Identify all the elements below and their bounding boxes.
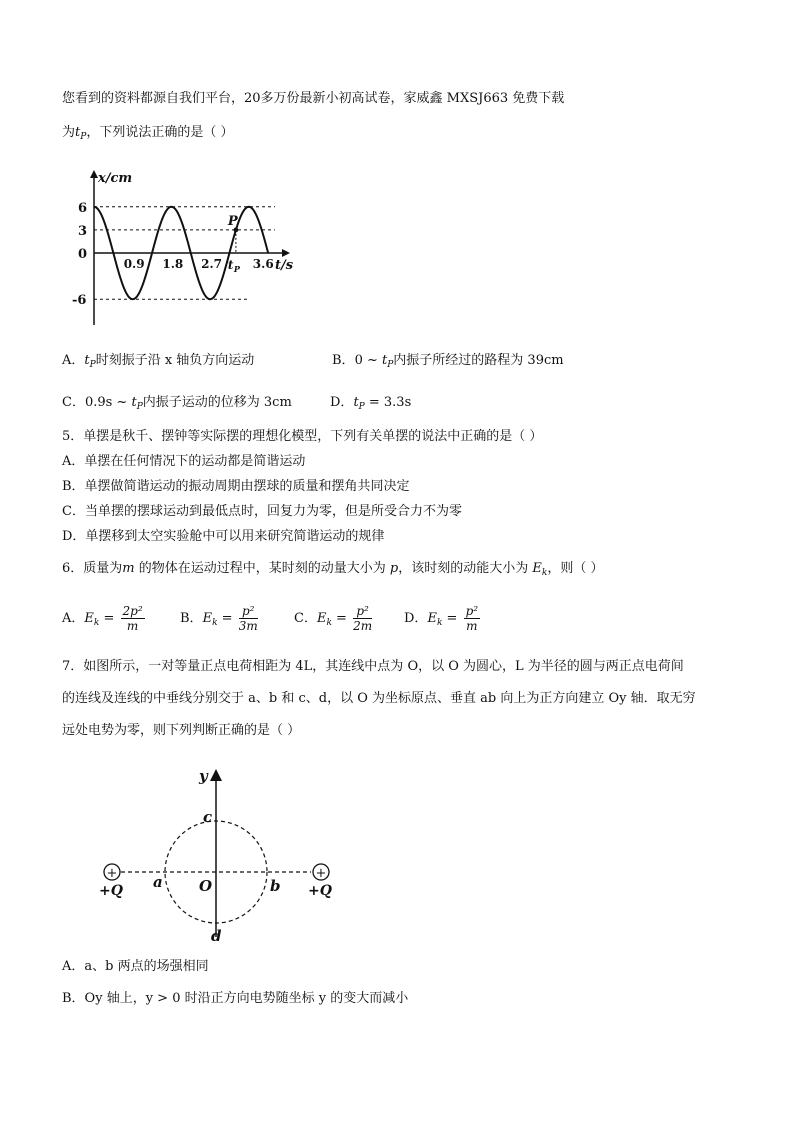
charge-right-plus: + <box>315 866 327 881</box>
q6-option-a-lhs-sub: k <box>93 618 100 628</box>
graph-y-tick-label: 6 <box>78 200 88 216</box>
q6-option-a-den: m <box>126 619 139 633</box>
q6-option-d-fraction <box>464 604 481 633</box>
oscillation-graph <box>60 160 310 335</box>
q6-option-d-label: D． <box>404 611 428 626</box>
q4-option-c-text: 内振子运动的位移为 3cm <box>142 395 292 410</box>
q6-option-c[interactable] <box>294 604 372 633</box>
q6-option-a-fraction <box>121 604 145 633</box>
q6-option-d-lhs: E <box>427 611 437 626</box>
q6-option-a-eq: = <box>99 611 119 626</box>
diagram-b-label: b <box>270 877 281 895</box>
graph-x-tick-label: 0.9 <box>123 257 145 271</box>
q6-option-c-eq: = <box>331 611 352 626</box>
q4-option-c-sub: P <box>136 402 143 412</box>
q7-stem-line-2: 的连线及连线的中垂线分别交于 a、b 和 c、d，以 O 为坐标原点、垂直 ab 向上为正方向建立 Oy 轴．取无穷 <box>62 691 696 706</box>
q5-option-d[interactable]: D．单摆移到太空实验舱中可以用来研究简谐运动的规律 <box>62 529 385 544</box>
q6-option-c-fraction <box>353 604 372 633</box>
q4-option-c-label: C． <box>62 395 85 410</box>
q6-option-d[interactable] <box>404 604 480 633</box>
q4-option-a-label: A． <box>62 353 85 368</box>
q4-option-d-sub: P <box>358 402 365 412</box>
q6-option-a-num: 2p² <box>122 604 143 618</box>
header-note: 您看到的资料都源自我们平台，20多万份最新小初高试卷，家威鑫 MXSJ663 免费下载 <box>62 91 565 106</box>
graph-x-tick-label: 2.7 <box>201 257 222 271</box>
q7-stem-line-3: 远处电势为零，则下列判断正确的是（ ） <box>62 723 301 738</box>
q6-var-ek-sub: k <box>541 568 548 578</box>
q4-option-a-sub: P <box>89 360 96 370</box>
q6-option-b-lhs: E <box>202 611 213 626</box>
q6-stem <box>62 560 603 582</box>
q6-option-c-label: C． <box>294 611 317 626</box>
q4-option-d[interactable] <box>330 394 411 416</box>
q6-option-a[interactable] <box>62 604 145 633</box>
q4-option-a-var: t <box>84 353 90 368</box>
q7-option-a[interactable]: A．a、b 两点的场强相同 <box>62 959 209 974</box>
q4-option-c-var: t <box>131 395 137 410</box>
graph-point-p-label: P <box>227 213 238 229</box>
q6-stem-c: ，该时刻的动能大小为 <box>398 561 529 576</box>
diagram-a-label: a <box>153 873 163 891</box>
q6-option-c-num: p² <box>353 604 372 619</box>
graph-x-axis-label: t/s <box>275 258 294 273</box>
q4-option-c[interactable] <box>62 394 292 416</box>
q4-tail-post: ，下列说法正确的是（ ） <box>86 125 234 140</box>
q6-option-d-eq: = <box>442 611 462 626</box>
charge-left-label: +Q <box>99 883 123 899</box>
graph-y-tick-label: 3 <box>78 223 88 239</box>
q6-option-b-fraction <box>239 604 258 633</box>
graph-x-arrow <box>282 249 290 257</box>
q5-option-c[interactable]: C．当单摆的摆球运动到最低点时，回复力为零，但是所受合力不为零 <box>62 504 462 519</box>
graph-x-tick-label: 3.6 <box>252 257 274 271</box>
q6-option-a-label: A． <box>62 611 85 626</box>
q6-var-m: m <box>122 561 135 576</box>
graph-y-tick-label: -6 <box>72 293 87 309</box>
q6-option-b-num: p² <box>239 604 258 619</box>
q6-option-b-label: B． <box>180 611 203 626</box>
q7-stem-line-1: 7．如图所示，一对等量正点电荷相距为 4L，其连线中点为 O，以 O 为圆心，L 为半径的圆与两正点电荷间 <box>62 659 684 674</box>
q6-stem-b: 的物体在运动过程中，某时刻的动量大小为 <box>134 561 386 576</box>
q4-option-d-var: t <box>353 395 359 410</box>
q4-tail-var: t <box>75 125 81 140</box>
q4-option-d-text: = 3.3s <box>364 395 412 410</box>
q6-option-b-lhs-sub: k <box>212 618 218 628</box>
q6-stem-d: ，则（ ） <box>547 561 604 576</box>
q6-stem-a: 6．质量为 <box>62 561 123 576</box>
graph-x-tick-label: 1.8 <box>162 257 184 271</box>
q4-option-a-text: 时刻振子沿 x 轴负方向运动 <box>95 353 255 368</box>
q4-option-b-var: t <box>382 353 388 368</box>
q4-stem-tail <box>62 124 233 146</box>
diagram-o-label: O <box>199 877 213 895</box>
q4-tail-pre: 为 <box>62 125 76 140</box>
q4-option-b[interactable] <box>332 352 564 374</box>
q4-option-a[interactable] <box>62 352 254 374</box>
q6-var-p: p <box>385 561 399 576</box>
graph-y-arrow <box>90 170 98 178</box>
q6-option-b-den: 3m <box>238 619 258 633</box>
q4-tail-sub: P <box>80 132 87 142</box>
diagram-d-label: d <box>211 927 222 945</box>
q6-option-b-eq: = <box>217 611 237 626</box>
q6-option-c-lhs: E <box>316 611 327 626</box>
q5-stem: 5．单摆是秋千、摆钟等实际摆的理想化模型，下列有关单摆的说法中正确的是（ ） <box>62 429 543 444</box>
diagram-c-label: c <box>203 808 213 826</box>
q4-option-b-text: 内振子所经过的路程为 39cm <box>393 353 564 368</box>
q6-option-d-den: m <box>466 619 478 633</box>
charge-diagram <box>95 765 355 945</box>
q6-option-b[interactable] <box>180 604 258 633</box>
q4-option-b-pre: 0 ~ <box>354 353 382 368</box>
charge-left-plus: + <box>106 866 118 881</box>
q5-option-a[interactable]: A．单摆在任何情况下的运动都是简谐运动 <box>62 454 306 469</box>
q6-option-c-den: 2m <box>353 619 373 633</box>
q4-option-d-label: D． <box>330 395 354 410</box>
q4-option-b-label: B． <box>332 353 355 368</box>
q6-option-c-lhs-sub: k <box>326 618 332 628</box>
q6-var-ek: E <box>528 561 542 576</box>
q5-option-b[interactable]: B．单摆做简谐运动的振动周期由摆球的质量和摆角共同决定 <box>62 479 410 494</box>
graph-tp-sub: P <box>233 264 240 274</box>
graph-y-tick-label: 0 <box>78 247 88 262</box>
graph-y-axis-label: x/cm <box>98 171 133 186</box>
q7-option-b[interactable]: B．Oy 轴上，y > 0 时沿正方向电势随坐标 y 的变大而减小 <box>62 991 409 1006</box>
q6-option-d-num: p² <box>465 604 479 618</box>
diagram-y-label: y <box>199 767 208 785</box>
q4-option-c-pre: 0.9s ~ <box>84 395 132 410</box>
charge-right-label: +Q <box>308 883 332 899</box>
q4-option-b-sub: P <box>387 360 394 370</box>
q6-option-d-lhs-sub: k <box>436 618 443 628</box>
q6-option-a-lhs: E <box>84 611 94 626</box>
graph-tp-label: t <box>227 258 234 272</box>
